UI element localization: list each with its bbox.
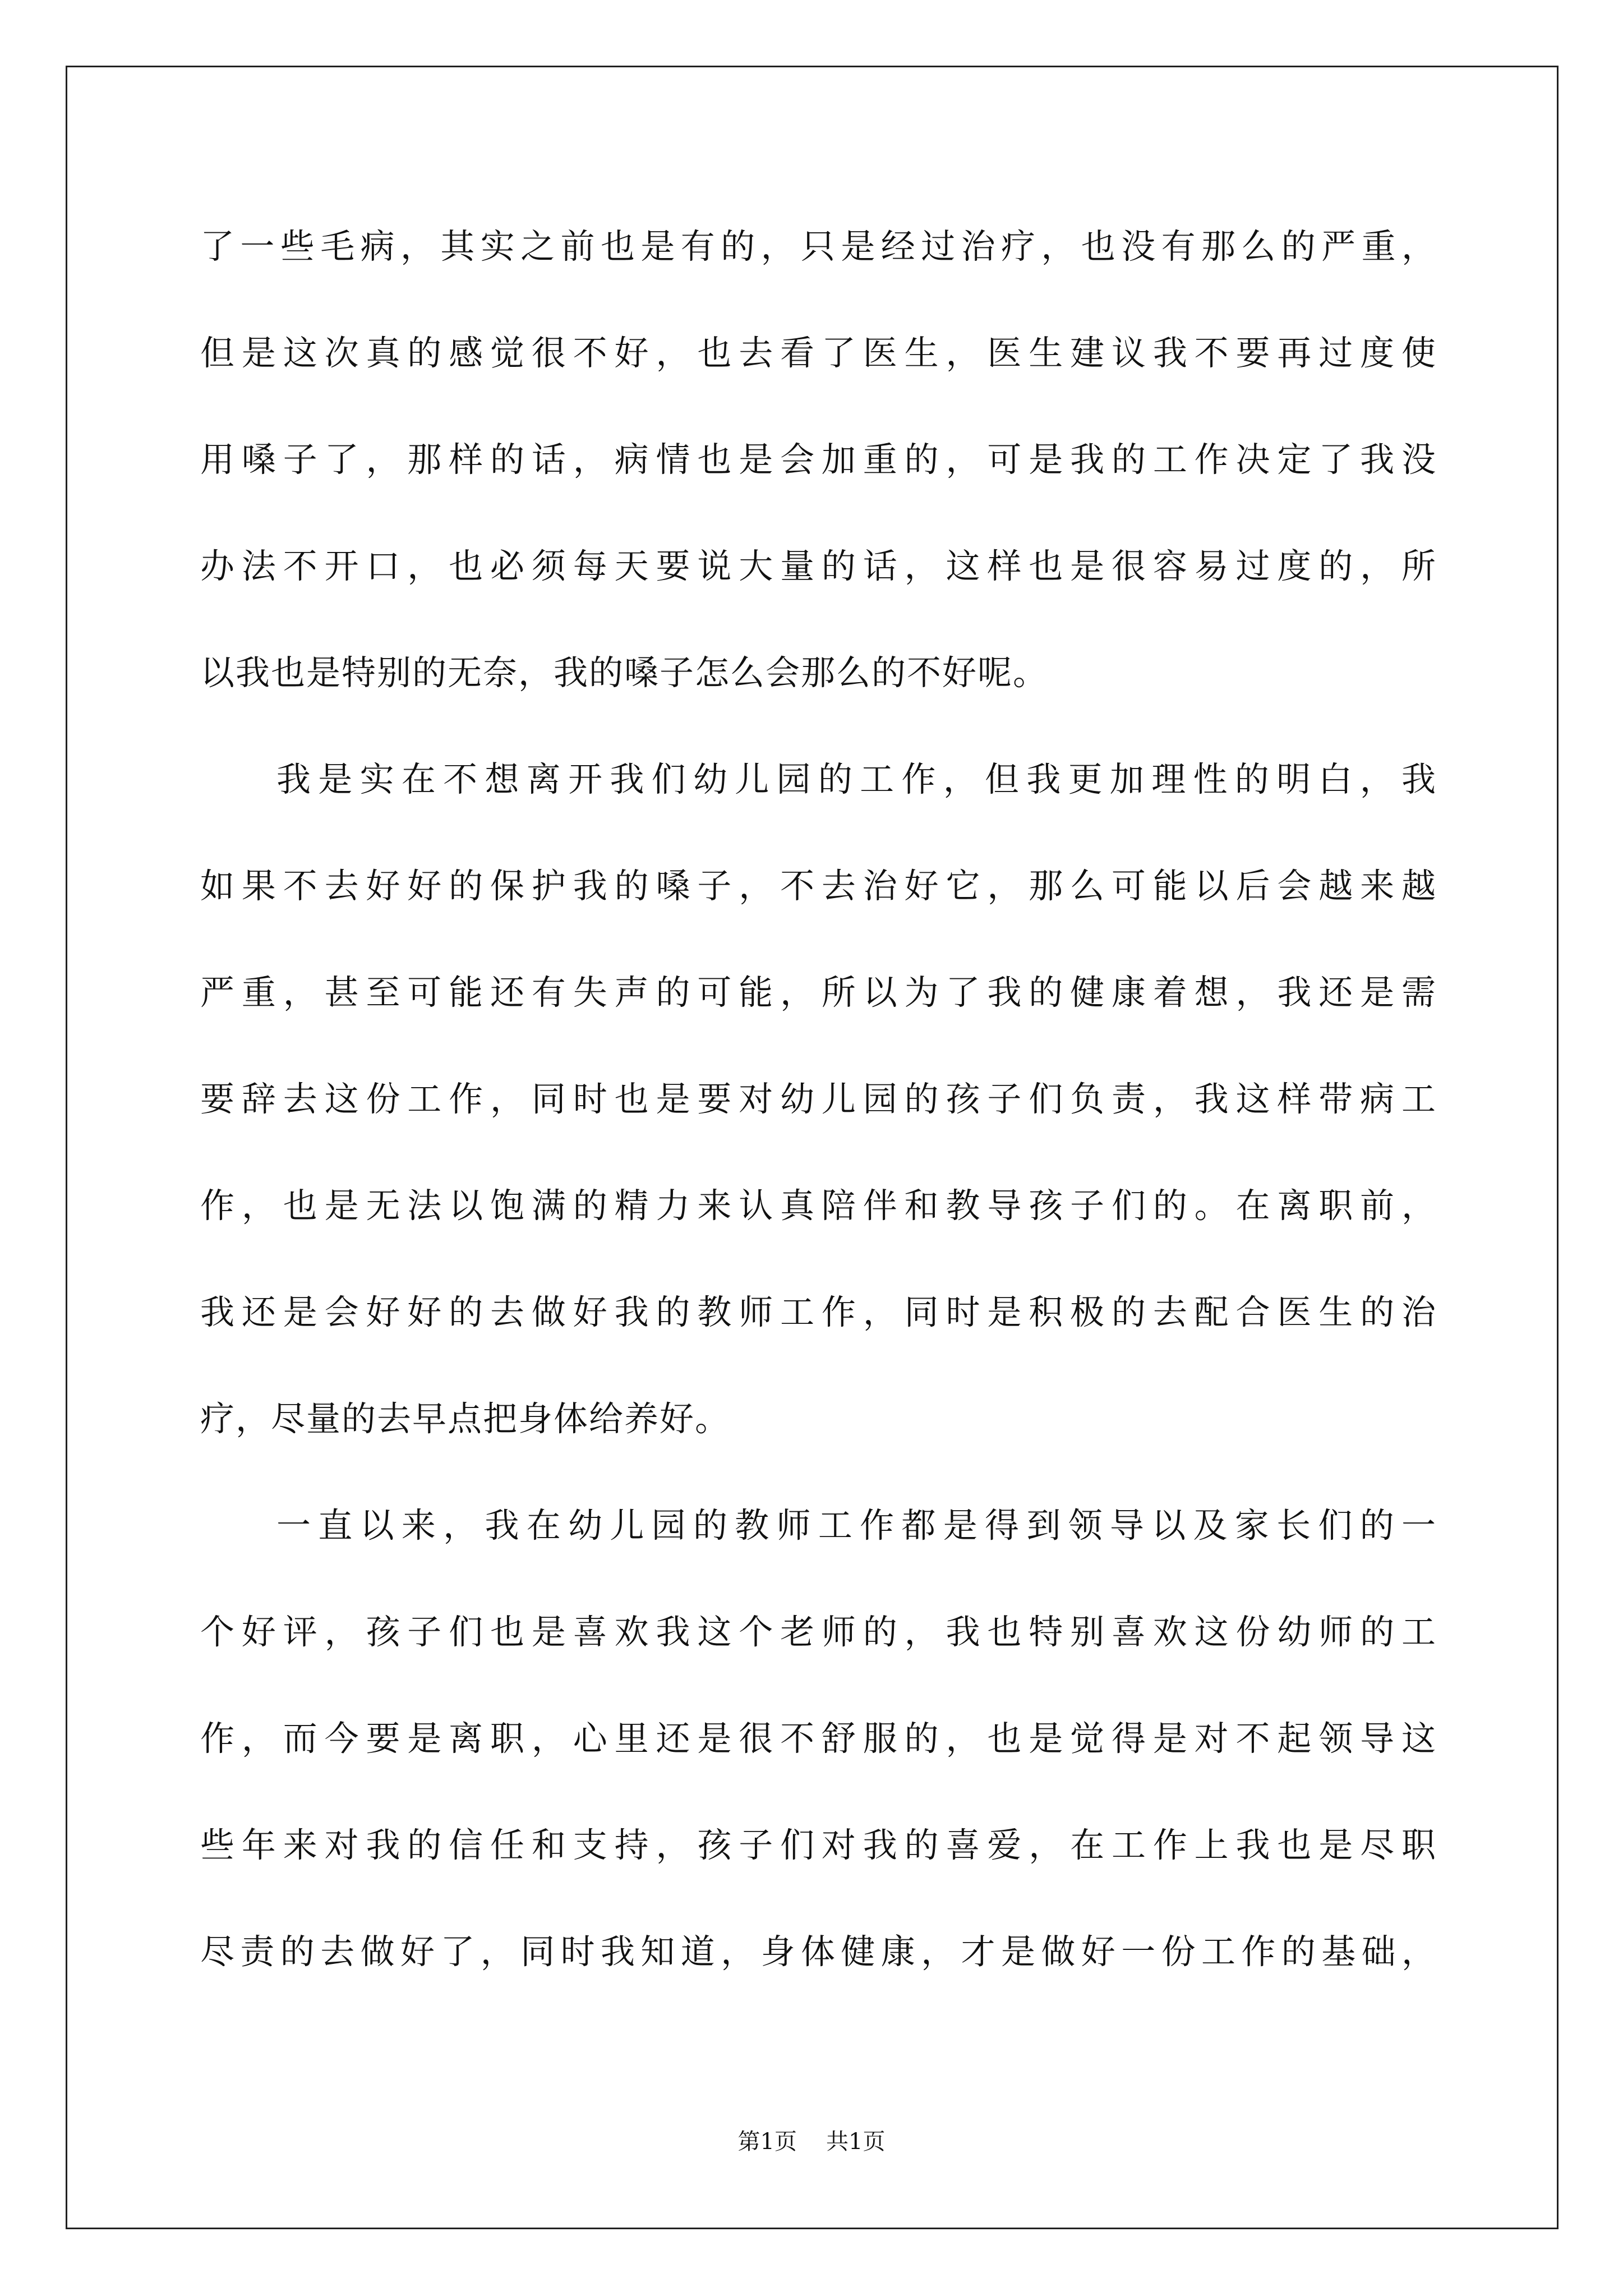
body-text <box>200 194 1437 2005</box>
text-line: 我还是会好好的去做好我的教师工作，同时是积极的去配合医生的治 <box>200 1292 1437 1332</box>
page-number: 第1页 <box>737 2129 797 2155</box>
text-line: 但是这次真的感觉很不好，也去看了医生，医生建议我不要再过度使 <box>200 333 1437 373</box>
text-line: 作，而今要是离职，心里还是很不舒服的，也是觉得是对不起领导这 <box>200 1719 1437 1759</box>
text-line: 了一些毛病，其实之前也是有的，只是经过治疗，也没有那么的严重， <box>200 227 1437 266</box>
text-line: 用嗓子了，那样的话，病情也是会加重的，可是我的工作决定了我没 <box>200 440 1437 480</box>
text-line: 如果不去好好的保护我的嗓子，不去治好它，那么可能以后会越来越 <box>200 866 1437 906</box>
text-line: 严重，甚至可能还有失声的可能，所以为了我的健康着想，我还是需 <box>200 973 1437 1013</box>
text-line: 个好评，孩子们也是喜欢我这个老师的，我也特别喜欢这份幼师的工 <box>200 1612 1437 1652</box>
text-line: 尽责的去做好了，同时我知道，身体健康，才是做好一份工作的基础， <box>200 1932 1437 1972</box>
paragraph-first-line: 一直以来，我在幼儿园的教师工作都是得到领导以及家长们的一 <box>276 1506 1437 1545</box>
text-line: 些年来对我的信任和支持，孩子们对我的喜爱，在工作上我也是尽职 <box>200 1825 1437 1865</box>
page-footer <box>0 2128 1623 2156</box>
text-line: 以我也是特别的无奈，我的嗓子怎么会那么的不好呢。 <box>200 653 1049 693</box>
text-line: 疗，尽量的去早点把身体给养好。 <box>200 1399 731 1439</box>
page-total: 共1页 <box>826 2129 886 2155</box>
text-line: 要辞去这份工作，同时也是要对幼儿园的孩子们负责，我这样带病工 <box>200 1079 1437 1119</box>
text-line: 作，也是无法以饱满的精力来认真陪伴和教导孩子们的。在离职前， <box>200 1186 1437 1226</box>
text-line: 办法不开口，也必须每天要说大量的话，这样也是很容易过度的，所 <box>200 546 1437 586</box>
paragraph-first-line: 我是实在不想离开我们幼儿园的工作，但我更加理性的明白，我 <box>276 760 1437 799</box>
